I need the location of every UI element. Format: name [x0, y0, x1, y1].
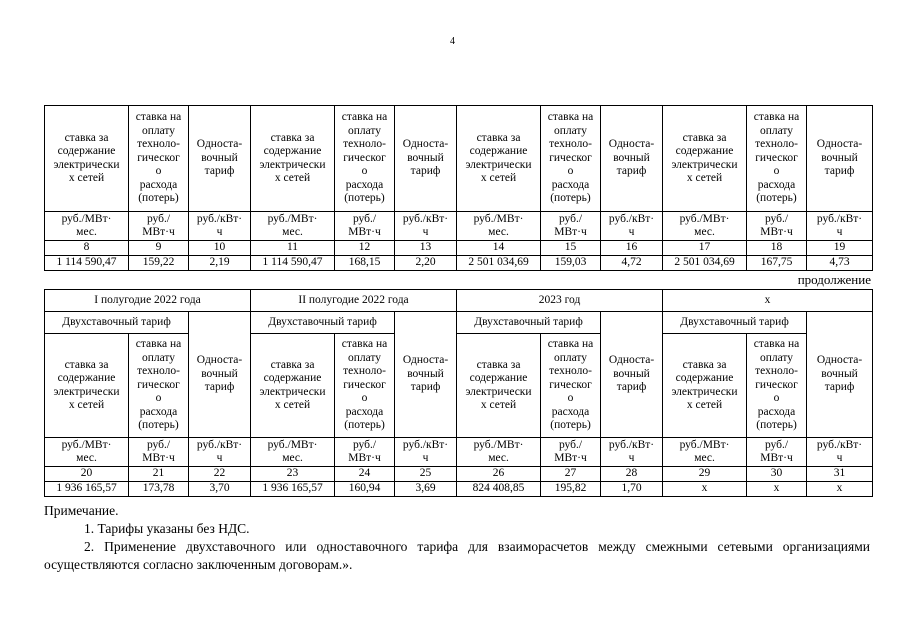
value-cell: х [663, 482, 747, 497]
unit-cell: руб./ МВт·ч [129, 438, 189, 467]
loss-rate-header: ставка на оплату техноло- гическог о расхода (потерь) [129, 334, 189, 438]
column-number: 26 [457, 467, 541, 482]
value-cell: 1 936 165,57 [251, 482, 335, 497]
value-cell: 4,72 [601, 256, 663, 271]
period-header: II полугодие 2022 года [251, 290, 457, 312]
column-number: 21 [129, 467, 189, 482]
value-cell: 2,19 [189, 256, 251, 271]
units-row [45, 438, 873, 467]
header-row [45, 106, 873, 212]
loss-rate-header: ставка на оплату техноло- гическог о расхода (потерь) [335, 334, 395, 438]
tariff-table-lower [44, 289, 873, 497]
note-item-2: 2. Применение двухставочного или одноставочного тарифа для взаиморасчетов между смежными сетевыми организациями осуществляются согласно заключенным договорам.». [44, 539, 870, 572]
single-rate-header: Односта- вочный тариф [189, 106, 251, 212]
notes-section [44, 502, 870, 574]
unit-cell: руб./кВт· ч [189, 438, 251, 467]
value-cell: 160,94 [335, 482, 395, 497]
notes-title: Примечание. [44, 503, 119, 518]
value-cell: 167,75 [747, 256, 807, 271]
column-number: 17 [663, 241, 747, 256]
column-number: 15 [541, 241, 601, 256]
unit-cell: руб./ МВт·ч [541, 438, 601, 467]
period-header: 2023 год [457, 290, 663, 312]
values-row [45, 256, 873, 271]
unit-cell: руб./МВт· мес. [663, 438, 747, 467]
column-number: 22 [189, 467, 251, 482]
two-rate-header: Двухставочный тариф [457, 312, 601, 334]
column-number: 25 [395, 467, 457, 482]
period-header: х [663, 290, 873, 312]
column-number: 12 [335, 241, 395, 256]
loss-rate-header: ставка на оплату техноло- гическог о расхода (потерь) [747, 334, 807, 438]
column-number: 9 [129, 241, 189, 256]
period-header: I полугодие 2022 года [45, 290, 251, 312]
value-cell: 1,70 [601, 482, 663, 497]
maintenance-rate-header: ставка за содержание электрически х сетей [45, 334, 129, 438]
unit-cell: руб./МВт· мес. [251, 212, 335, 241]
single-rate-header: Односта- вочный тариф [601, 106, 663, 212]
value-cell: 2 501 034,69 [457, 256, 541, 271]
two-rate-header: Двухставочный тариф [45, 312, 189, 334]
unit-cell: руб./ МВт·ч [129, 212, 189, 241]
tariff-table-upper [44, 105, 873, 271]
column-number: 29 [663, 467, 747, 482]
value-cell: 195,82 [541, 482, 601, 497]
two-rate-header: Двухставочный тариф [251, 312, 395, 334]
maintenance-rate-header: ставка за содержание электрически х сетей [45, 106, 129, 212]
continuation-label: продолжение [797, 272, 871, 287]
single-rate-header: Односта- вочный тариф [601, 312, 663, 438]
loss-rate-header: ставка на оплату техноло- гическог о расхода (потерь) [541, 106, 601, 212]
unit-cell: руб./ МВт·ч [335, 438, 395, 467]
column-number: 20 [45, 467, 129, 482]
unit-cell: руб./кВт· ч [601, 438, 663, 467]
maintenance-rate-header: ставка за содержание электрически х сетей [251, 106, 335, 212]
unit-cell: руб./ МВт·ч [747, 438, 807, 467]
single-rate-header: Односта- вочный тариф [807, 106, 873, 212]
column-number: 30 [747, 467, 807, 482]
maintenance-rate-header: ставка за содержание электрически х сетей [251, 334, 335, 438]
value-cell: 168,15 [335, 256, 395, 271]
value-cell: 3,69 [395, 482, 457, 497]
maintenance-rate-header: ставка за содержание электрически х сетей [457, 334, 541, 438]
column-number: 28 [601, 467, 663, 482]
loss-rate-header: ставка на оплату техноло- гическог о расхода (потерь) [129, 106, 189, 212]
maintenance-rate-header: ставка за содержание электрически х сетей [663, 106, 747, 212]
single-rate-header: Односта- вочный тариф [807, 312, 873, 438]
unit-cell: руб./МВт· мес. [663, 212, 747, 241]
unit-cell: руб./МВт· мес. [45, 212, 129, 241]
value-cell: 4,73 [807, 256, 873, 271]
single-rate-header: Односта- вочный тариф [189, 312, 251, 438]
value-cell: х [807, 482, 873, 497]
maintenance-rate-header: ставка за содержание электрически х сетей [663, 334, 747, 438]
value-cell: 1 114 590,47 [251, 256, 335, 271]
unit-cell: руб./кВт· ч [395, 438, 457, 467]
unit-cell: руб./ МВт·ч [541, 212, 601, 241]
column-number: 11 [251, 241, 335, 256]
unit-cell: руб./кВт· ч [601, 212, 663, 241]
unit-cell: руб./МВт· мес. [45, 438, 129, 467]
single-rate-header: Односта- вочный тариф [395, 312, 457, 438]
value-cell: 2 501 034,69 [663, 256, 747, 271]
unit-cell: руб./кВт· ч [807, 438, 873, 467]
column-number: 19 [807, 241, 873, 256]
maintenance-rate-header: ставка за содержание электрически х сетей [457, 106, 541, 212]
header-row [45, 334, 873, 438]
value-cell: 159,03 [541, 256, 601, 271]
column-number: 27 [541, 467, 601, 482]
column-number: 10 [189, 241, 251, 256]
unit-cell: руб./ МВт·ч [747, 212, 807, 241]
page-number: 4 [450, 36, 455, 47]
units-row [45, 212, 873, 241]
unit-cell: руб./кВт· ч [189, 212, 251, 241]
unit-cell: руб./МВт· мес. [457, 438, 541, 467]
unit-cell: руб./кВт· ч [395, 212, 457, 241]
unit-cell: руб./ МВт·ч [335, 212, 395, 241]
period-row [45, 290, 873, 312]
single-rate-header: Односта- вочный тариф [395, 106, 457, 212]
value-cell: 2,20 [395, 256, 457, 271]
column-number: 24 [335, 467, 395, 482]
value-cell: 3,70 [189, 482, 251, 497]
column-number: 13 [395, 241, 457, 256]
value-cell: х [747, 482, 807, 497]
unit-cell: руб./кВт· ч [807, 212, 873, 241]
value-cell: 1 936 165,57 [45, 482, 129, 497]
loss-rate-header: ставка на оплату техноло- гическог о расхода (потерь) [335, 106, 395, 212]
column-number: 31 [807, 467, 873, 482]
column-number: 14 [457, 241, 541, 256]
column-number: 23 [251, 467, 335, 482]
value-cell: 1 114 590,47 [45, 256, 129, 271]
value-cell: 824 408,85 [457, 482, 541, 497]
unit-cell: руб./МВт· мес. [251, 438, 335, 467]
column-number-row [45, 467, 873, 482]
value-cell: 159,22 [129, 256, 189, 271]
column-number: 8 [45, 241, 129, 256]
loss-rate-header: ставка на оплату техноло- гическог о расхода (потерь) [747, 106, 807, 212]
values-row [45, 482, 873, 497]
unit-cell: руб./МВт· мес. [457, 212, 541, 241]
note-item-1: 1. Тарифы указаны без НДС. [84, 521, 250, 536]
column-number-row [45, 241, 873, 256]
loss-rate-header: ставка на оплату техноло- гическог о расхода (потерь) [541, 334, 601, 438]
tariff-type-row [45, 312, 873, 334]
column-number: 16 [601, 241, 663, 256]
column-number: 18 [747, 241, 807, 256]
two-rate-header: Двухставочный тариф [663, 312, 807, 334]
value-cell: 173,78 [129, 482, 189, 497]
